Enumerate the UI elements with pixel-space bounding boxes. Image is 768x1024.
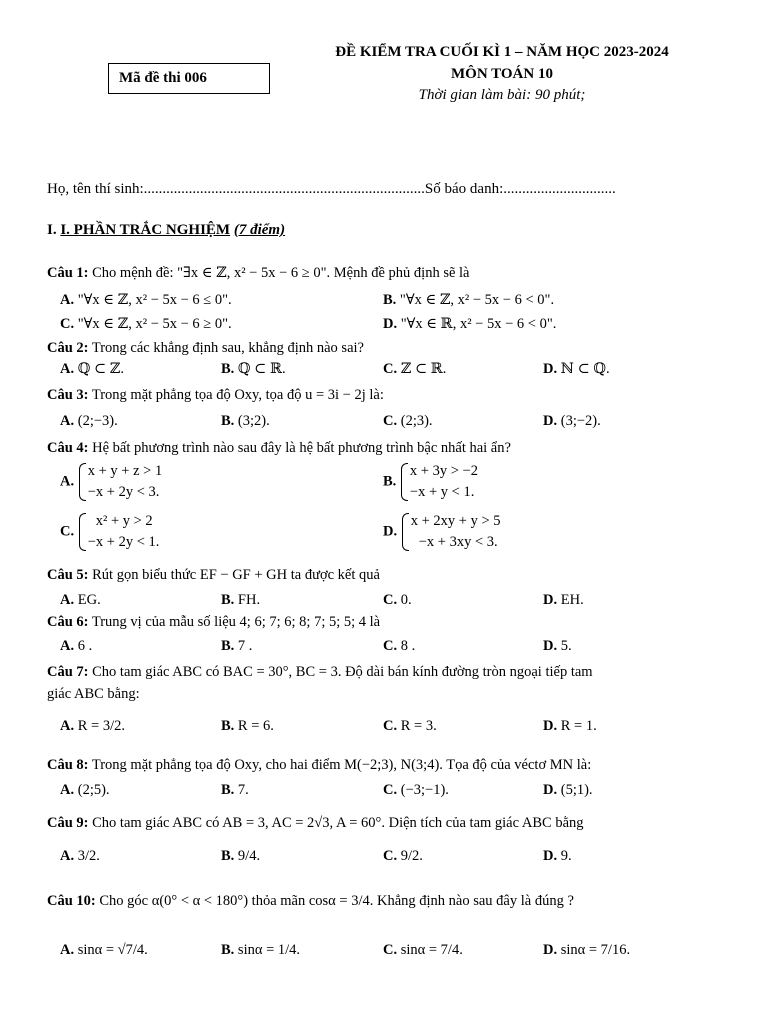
option-c: C. (−3;−1). [383, 782, 449, 798]
question-10 [47, 893, 574, 910]
question-text: Rút gọn biểu thức EF − GF + GH ta được kết quả [92, 567, 380, 583]
question-label: Câu 1: [47, 265, 89, 281]
question-7 [47, 664, 593, 681]
section-title: I. PHẦN TRẮC NGHIỆM [60, 222, 231, 238]
option-c: C. sinα = 7/4. [383, 942, 463, 958]
question-label: Câu 9: [47, 815, 89, 831]
section-heading: I. I. PHẦN TRẮC NGHIỆM (7 điểm) [47, 222, 286, 238]
option-a: A. 3/2. [60, 848, 100, 864]
option-c: C. ℤ ⊂ ℝ. [383, 361, 447, 377]
equation-system: x + y + z > 1 −x + 2y < 3. [78, 461, 162, 503]
exam-duration: Thời gian làm bài: 90 phút; [418, 87, 586, 103]
question-9 [47, 815, 584, 832]
question-text: Cho tam giác ABC có BAC = 30°, BC = 3. Độ dài bán kính đường tròn ngoại tiếp tam [92, 664, 593, 680]
exam-code: Mã đề thi 006 [119, 70, 207, 86]
question-8 [47, 757, 591, 774]
option-a: A. x + y + z > 1 −x + 2y < 3. [60, 461, 162, 503]
option-b: B. "∀x ∈ ℤ, x² − 5x − 6 < 0". [383, 292, 555, 308]
option-c: C. R = 3. [383, 718, 437, 734]
question-6 [47, 614, 380, 631]
question-1 [47, 265, 470, 282]
option-d: D. 9. [543, 848, 572, 864]
option-d: D. R = 1. [543, 718, 597, 734]
question-text: Cho góc α(0° < α < 180°) thỏa mãn cosα = 3/4. Khẳng định nào sau đây là đúng ? [99, 893, 574, 909]
option-b: B. R = 6. [221, 718, 274, 734]
exam-title: ĐỀ KIỂM TRA CUỐI KÌ 1 – NĂM HỌC 2023-2024 [335, 44, 669, 60]
question-2 [47, 340, 364, 357]
option-c: C. 8 . [383, 638, 416, 654]
exam-subject: MÔN TOÁN 10 [451, 66, 553, 82]
option-b: B. 9/4. [221, 848, 261, 864]
option-c: C. (2;3). [383, 413, 433, 429]
question-text: Trung vị của mẫu số liệu 4; 6; 7; 6; 8; 7; 5; 5; 4 là [91, 614, 381, 630]
question-label: Câu 2: [47, 340, 89, 356]
question-label: Câu 7: [47, 664, 89, 680]
question-5 [47, 567, 380, 584]
equation-system: x² + y > 2 −x + 2y < 1. [78, 511, 160, 553]
question-label: Câu 10: [47, 893, 96, 909]
option-d: D. ℕ ⊂ ℚ. [543, 361, 610, 377]
option-a: A. (2;−3). [60, 413, 118, 429]
option-b: B. ℚ ⊂ ℝ. [221, 361, 286, 377]
option-b: B. 7. [221, 782, 249, 798]
option-d: D. 5. [543, 638, 572, 654]
option-b: B. 7 . [221, 638, 253, 654]
question-text: Trong mặt phẳng tọa độ Oxy, tọa độ u = 3i − 2j là: [91, 387, 384, 403]
question-label: Câu 4: [47, 440, 89, 456]
option-b: B. sinα = 1/4. [221, 942, 301, 958]
option-a: A. ℚ ⊂ ℤ. [60, 361, 124, 377]
question-3 [47, 387, 384, 404]
option-d: D. "∀x ∈ ℝ, x² − 5x − 6 < 0". [383, 316, 557, 332]
option-c: C. x² + y > 2 −x + 2y < 1. [60, 511, 159, 553]
question-text: Cho tam giác ABC có AB = 3, AC = 2√3, A = 60°. Diện tích của tam giác ABC bằng [92, 815, 584, 831]
option-c: C. 9/2. [383, 848, 423, 864]
option-a: A. R = 3/2. [60, 718, 125, 734]
option-b: B. x + 3y > −2 −x + y < 1. [383, 461, 478, 503]
option-d: D. sinα = 7/16. [543, 942, 631, 958]
option-c: C. "∀x ∈ ℤ, x² − 5x − 6 ≥ 0". [60, 316, 232, 332]
option-a: A. (2;5). [60, 782, 110, 798]
question-text: Trong mặt phẳng tọa độ Oxy, cho hai điểm M(−2;3), N(3;4). Tọa độ của véctơ MN là: [91, 757, 592, 773]
equation-system: x + 2xy + y > 5 −x + 3xy < 3. [401, 511, 501, 553]
option-d: D. x + 2xy + y > 5 −x + 3xy < 3. [383, 511, 501, 553]
option-a: A. sinα = √7/4. [60, 942, 148, 958]
question-label: Câu 3: [47, 387, 89, 403]
option-b: B. FH. [221, 592, 261, 608]
option-c: C. 0. [383, 592, 412, 608]
equation-system: x + 3y > −2 −x + y < 1. [400, 461, 478, 503]
option-d: D. EH. [543, 592, 584, 608]
option-a: A. 6 . [60, 638, 93, 654]
question-text: Hệ bất phương trình nào sau đây là hệ bất phương trình bậc nhất hai ẩn? [92, 440, 511, 456]
option-d: D. (3;−2). [543, 413, 601, 429]
question-text: Trong các khẳng định sau, khẳng định nào sai? [91, 340, 364, 356]
question-text: Cho mệnh đề: "∃x ∈ ℤ, x² − 5x − 6 ≥ 0". Mệnh đề phủ định sẽ là [92, 265, 470, 281]
question-label: Câu 6: [47, 614, 89, 630]
question-label: Câu 5: [47, 567, 89, 583]
option-a: A. "∀x ∈ ℤ, x² − 5x − 6 ≤ 0". [60, 292, 232, 308]
student-info-line: Họ, tên thí sinh:...........................................................................Số báo danh:.............................. [47, 181, 616, 197]
question-7-cont: giác ABC bằng: [47, 686, 140, 702]
option-b: B. (3;2). [221, 413, 270, 429]
question-label: Câu 8: [47, 757, 89, 773]
option-d: D. (5;1). [543, 782, 593, 798]
option-a: A. EG. [60, 592, 101, 608]
question-4 [47, 440, 511, 457]
exam-code-box [108, 63, 270, 94]
section-points: (7 điểm) [233, 222, 286, 238]
